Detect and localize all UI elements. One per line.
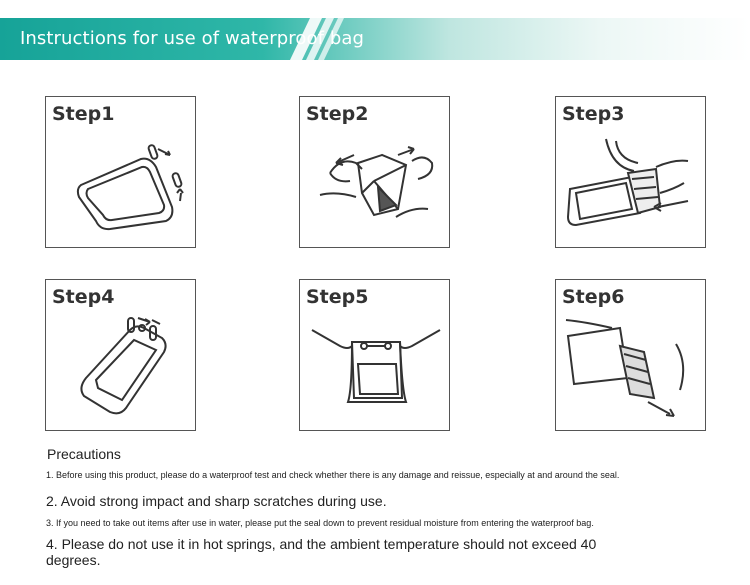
insert-phone-icon <box>556 97 707 249</box>
hands-opening-pouch-icon <box>300 97 451 249</box>
step-1-card <box>45 96 196 248</box>
step-2-label: Step2 <box>306 103 369 125</box>
hands-press-seal-icon <box>300 280 451 432</box>
step-5-label: Step5 <box>306 286 369 308</box>
step-1-label: Step1 <box>52 103 115 125</box>
pull-strap-tight-icon <box>556 280 707 432</box>
step-4-label: Step4 <box>52 286 115 308</box>
step-2-card <box>299 96 450 248</box>
precaution-item-2: 2. Avoid strong impact and sharp scratches during use. <box>46 493 387 509</box>
step-3-label: Step3 <box>562 103 625 125</box>
precautions-title: Precautions <box>47 446 121 462</box>
step-6-label: Step6 <box>562 286 625 308</box>
precaution-item-1: 1. Before using this product, please do a waterproof test and check whether there is any damage and reissue, especially at and around the seal. <box>46 470 620 480</box>
bag-seal-close-icon <box>46 280 197 432</box>
step-3-card <box>555 96 706 248</box>
bag-seal-open-icon <box>46 97 197 249</box>
step-4-card <box>45 279 196 431</box>
precaution-item-4: 4. Please do not use it in hot springs, and the ambient temperature should not exceed 40 degrees. <box>46 536 597 568</box>
step-6-card <box>555 279 706 431</box>
step-5-card <box>299 279 450 431</box>
page-title: Instructions for use of waterproof bag <box>20 28 365 49</box>
precaution-item-3: 3. If you need to take out items after use in water, please put the seal down to prevent residual moisture from entering the waterproof bag. <box>46 518 594 528</box>
